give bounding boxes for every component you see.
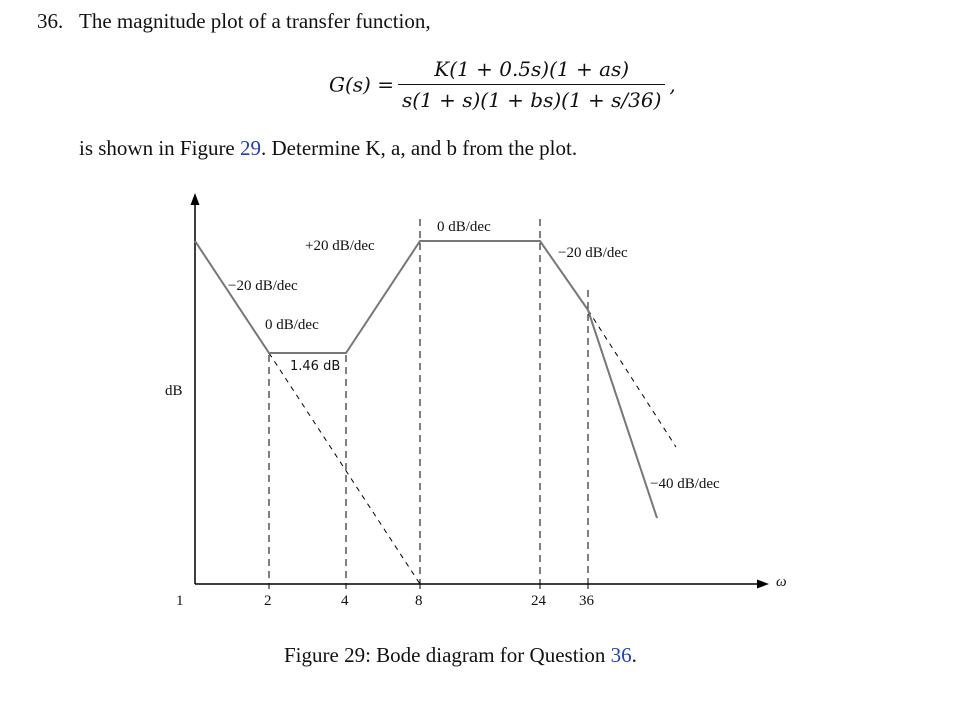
tick-label: 24	[531, 593, 546, 609]
equation-trail: ,	[669, 72, 676, 97]
guide-lines	[269, 219, 588, 584]
y-axis-arrow	[191, 193, 200, 205]
slope-label: −20 dB/dec	[558, 245, 628, 261]
figure-caption	[284, 643, 637, 668]
slope-label: 0 dB/dec	[437, 219, 491, 235]
figure-reference-link[interactable]: 29	[240, 136, 262, 160]
equation-denominator: s(1 + s)(1 + bs)(1 + s/36)	[398, 84, 665, 112]
x-axis-arrow	[757, 580, 769, 589]
extension-from-2	[269, 353, 420, 584]
slope-label: −40 dB/dec	[650, 476, 720, 492]
gain-annotation: 1.46 dB	[290, 359, 341, 374]
x-axis-label: ω	[776, 574, 787, 590]
slope-label: −20 dB/dec	[228, 278, 298, 294]
tick-label: 2	[264, 593, 272, 609]
slope-label: +20 dB/dec	[305, 238, 375, 254]
tick-label: 36	[579, 593, 594, 609]
tick-label: 4	[341, 593, 349, 609]
question-number: 36.	[37, 9, 64, 33]
question-body-suffix: . Determine K, a, and b from the plot.	[261, 136, 578, 160]
tick-label: 8	[415, 593, 423, 609]
asymptote-extensions	[269, 310, 676, 584]
caption-text: Figure 29: Bode diagram for Question	[284, 643, 606, 667]
equation-lhs: G(s) =	[329, 72, 394, 97]
y-axis-label: dB	[165, 383, 183, 399]
question-body-prefix: is shown in Figure	[79, 136, 235, 160]
equation-numerator: K(1 + 0.5s)(1 + as)	[434, 57, 630, 81]
caption-suffix: .	[631, 643, 637, 667]
question-reference-link[interactable]: 36	[610, 643, 632, 667]
tick-label: 1	[176, 593, 184, 609]
slope-label: 0 dB/dec	[265, 317, 319, 333]
question-lead: The magnitude plot of a transfer function,	[79, 9, 431, 33]
extension-from-36	[588, 310, 676, 447]
